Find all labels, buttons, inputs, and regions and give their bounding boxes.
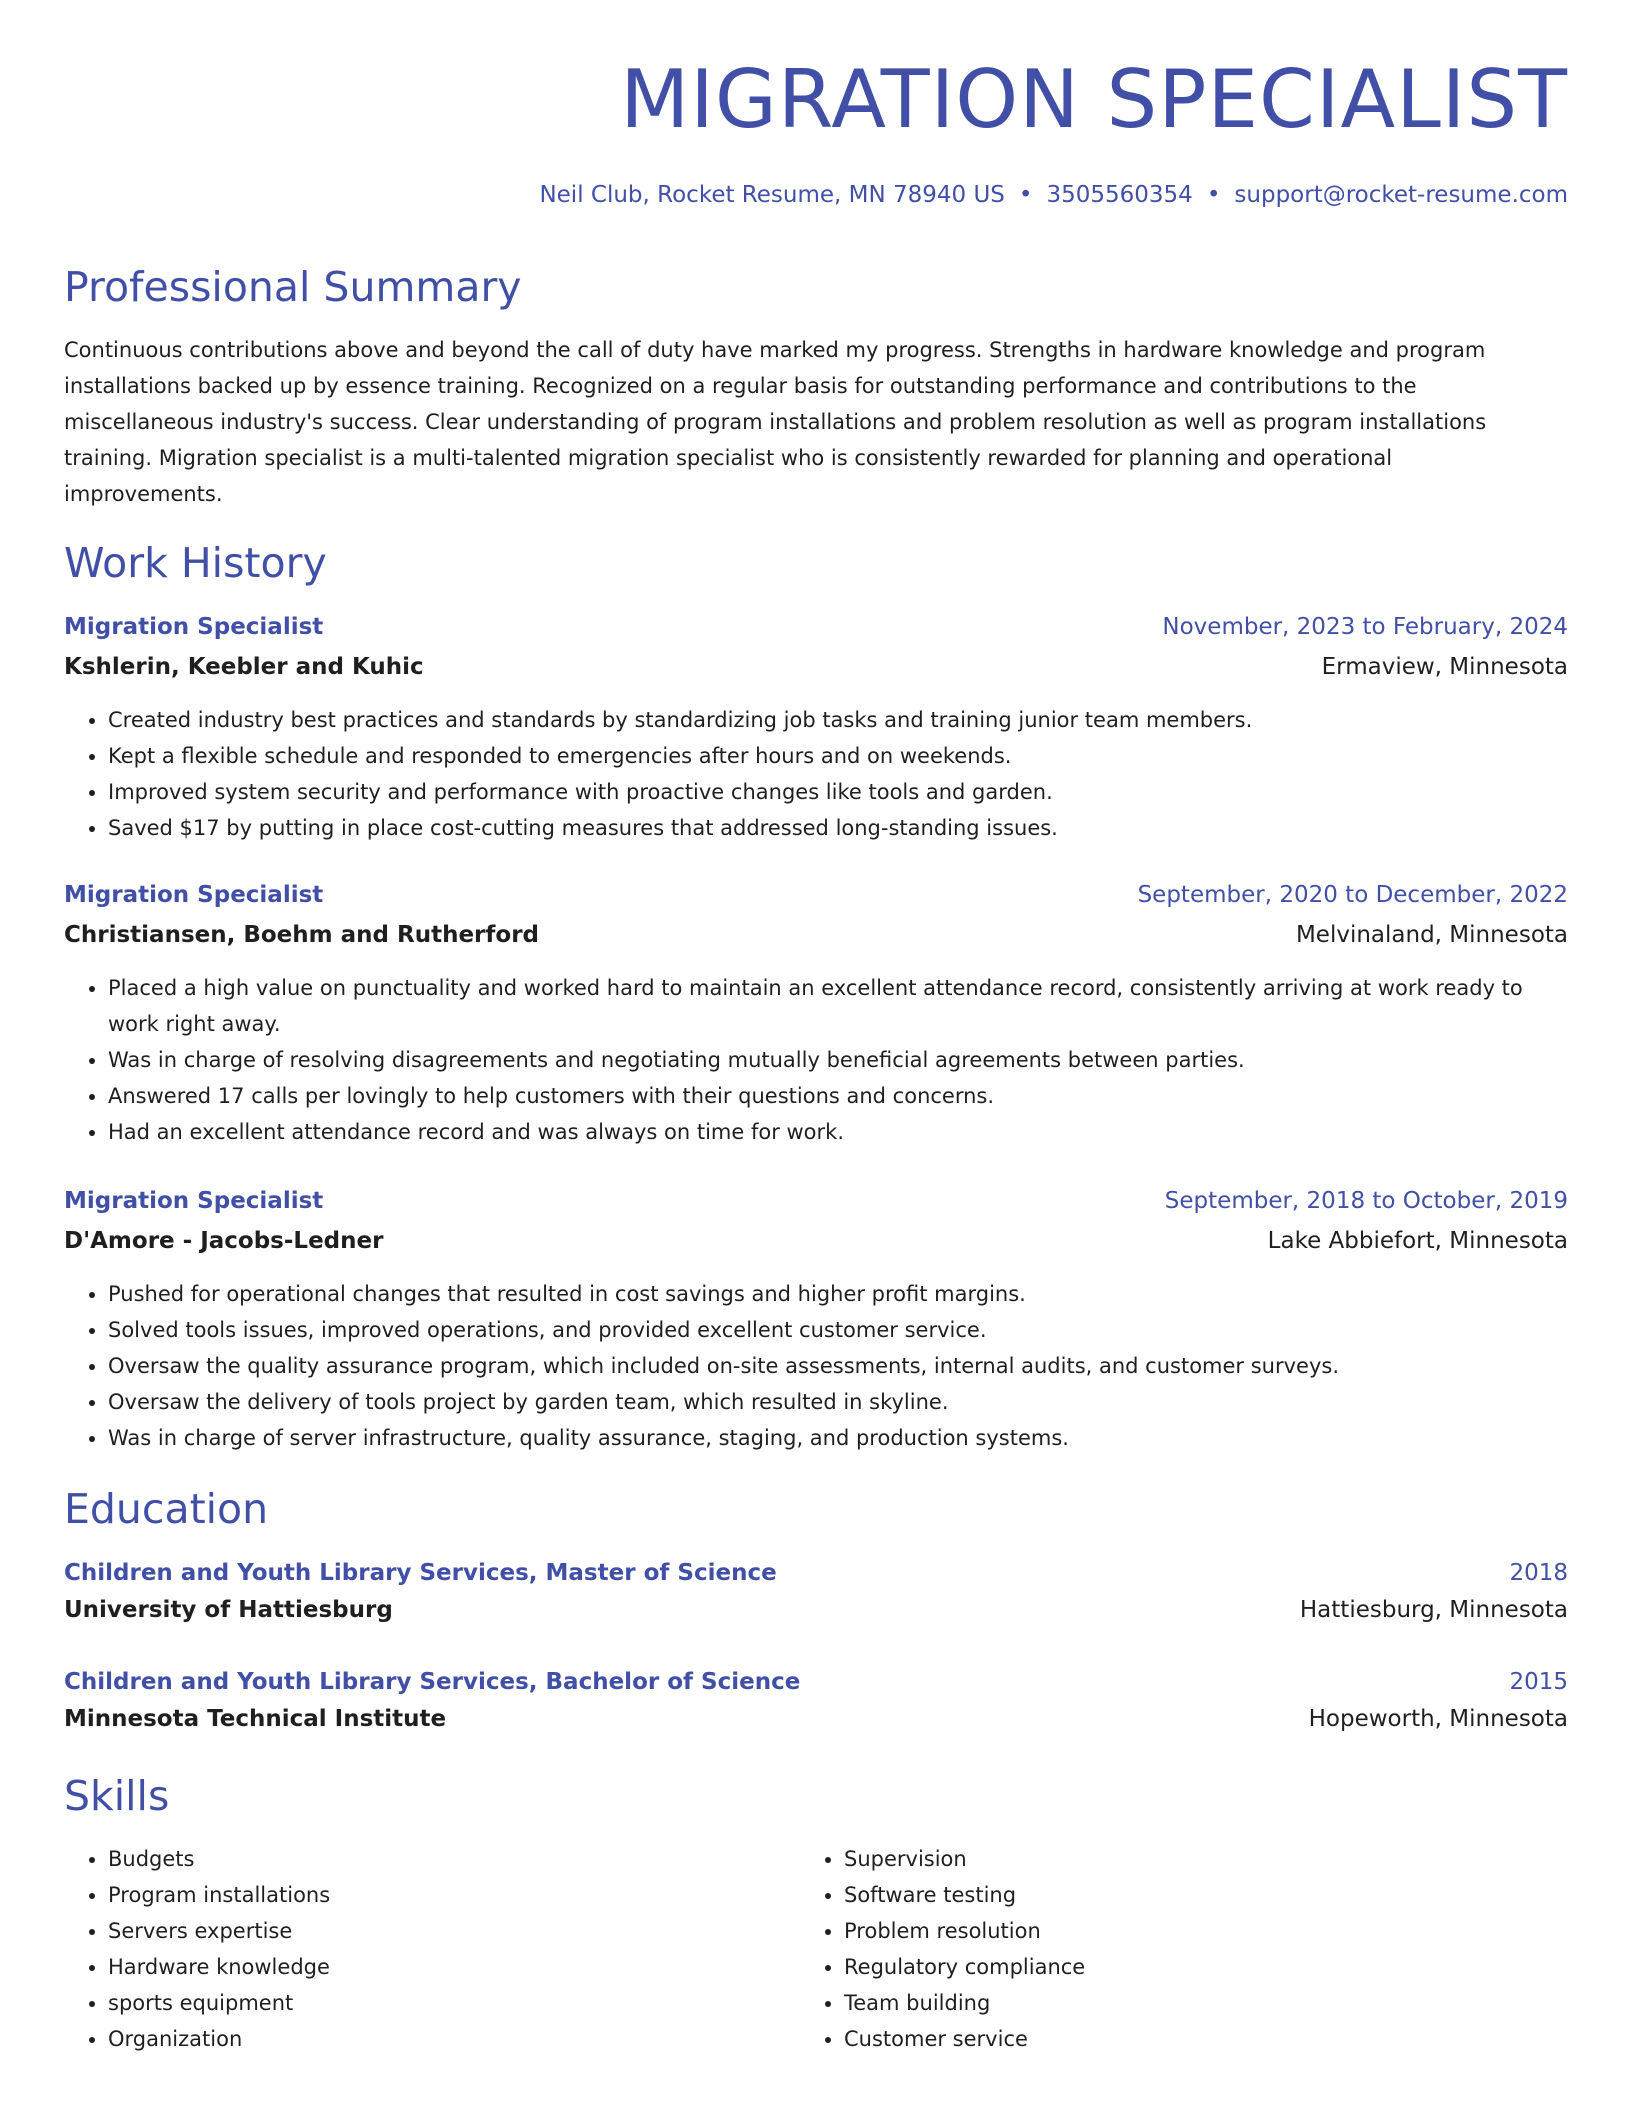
education-header <box>64 1555 1568 1591</box>
education-degree: Children and Youth Library Services, Bachelor of Science <box>64 1669 801 1695</box>
list-item: • Answered 17 calls per lovingly to help customers with their questions and concerns. <box>108 1078 1528 1114</box>
skill-item: • Supervision <box>844 1841 1085 1877</box>
job-location: Melvinaland, Minnesota <box>1295 922 1568 948</box>
section-title-education: Education <box>64 1485 269 1533</box>
job-bullets <box>64 1276 1568 1456</box>
education-school-row <box>64 1592 1568 1628</box>
list-item: • Oversaw the delivery of tools project by garden team, which resulted in skyline. <box>108 1384 1568 1420</box>
job-company: Christiansen, Boehm and Rutherford <box>64 922 540 948</box>
contact-email[interactable]: support@rocket-resume.com <box>1234 182 1568 208</box>
list-item: • Created industry best practices and standards by standardizing job tasks and training junior team members. <box>108 702 1568 738</box>
list-item: • Oversaw the quality assurance program, which included on-site assessments, internal audits, and customer surveys. <box>108 1348 1568 1384</box>
skill-item: • Organization <box>108 2021 330 2057</box>
skill-item: • Team building <box>844 1985 1085 2021</box>
education-degree: Children and Youth Library Services, Master of Science <box>64 1560 777 1586</box>
list-item: • Improved system security and performance with proactive changes like tools and garden. <box>108 774 1568 810</box>
skill-item: • sports equipment <box>108 1985 330 2021</box>
list-item: • Kept a flexible schedule and responded to emergencies after hours and on weekends. <box>108 738 1568 774</box>
education-header <box>64 1664 1568 1700</box>
skills-list-right <box>800 1841 1085 2057</box>
skill-item: • Hardware knowledge <box>108 1949 330 1985</box>
list-item: • Solved tools issues, improved operations, and provided excellent customer service. <box>108 1312 1568 1348</box>
contact-separator: • <box>1206 182 1221 208</box>
education-year: 2015 <box>1509 1669 1568 1695</box>
list-item: • Placed a high value on punctuality and worked hard to maintain an excellent attendance record, consistently arriving at work ready to work right away. <box>108 970 1528 1042</box>
job-location: Ermaview, Minnesota <box>1321 654 1568 680</box>
list-item: • Had an excellent attendance record and was always on time for work. <box>108 1114 1528 1150</box>
skill-item: • Servers expertise <box>108 1913 330 1949</box>
skill-item: • Software testing <box>844 1877 1085 1913</box>
list-item: • Was in charge of server infrastructure, quality assurance, staging, and production systems. <box>108 1420 1568 1456</box>
job-header <box>64 609 1568 645</box>
list-item: • Pushed for operational changes that resulted in cost savings and higher profit margins. <box>108 1276 1568 1312</box>
education-school: University of Hattiesburg <box>64 1597 393 1623</box>
job-bullets <box>64 702 1568 846</box>
skill-item: • Customer service <box>844 2021 1085 2057</box>
education-year: 2018 <box>1509 1560 1568 1586</box>
job-company: Kshlerin, Keebler and Kuhic <box>64 654 424 680</box>
skill-item: • Budgets <box>108 1841 330 1877</box>
job-employer-row <box>64 917 1568 953</box>
job-role: Migration Specialist <box>64 882 324 908</box>
skill-item: • Program installations <box>108 1877 330 1913</box>
section-title-skills: Skills <box>64 1772 170 1820</box>
job-bullets <box>64 970 1528 1150</box>
contact-line <box>539 178 1568 212</box>
section-title-summary: Professional Summary <box>64 263 522 311</box>
section-title-work-history: Work History <box>64 539 327 587</box>
job-company: D'Amore - Jacobs-Ledner <box>64 1228 384 1254</box>
job-dates: November, 2023 to February, 2024 <box>1162 614 1568 640</box>
job-employer-row <box>64 649 1568 685</box>
skill-item: • Problem resolution <box>844 1913 1085 1949</box>
education-location: Hopeworth, Minnesota <box>1308 1706 1568 1732</box>
list-item: • Saved $17 by putting in place cost-cutting measures that addressed long-standing issues. <box>108 810 1568 846</box>
resume-title: MIGRATION SPECIALIST <box>620 53 1568 146</box>
education-school-row <box>64 1701 1568 1737</box>
list-item: • Was in charge of resolving disagreements and negotiating mutually beneficial agreements between parties. <box>108 1042 1528 1078</box>
job-dates: September, 2018 to October, 2019 <box>1164 1188 1568 1214</box>
job-dates: September, 2020 to December, 2022 <box>1137 882 1568 908</box>
job-header <box>64 1183 1568 1219</box>
job-header <box>64 877 1568 913</box>
summary-text: Continuous contributions above and beyond the call of duty have marked my progress. Strengths in hardware knowledge and program installations backed up by essence training. Recognized on a regular basis for outstanding performance and contributions to the miscellaneous industry's success. Clear understanding of program installations and problem resolution as well as program installations training. Migration specialist is a multi-talented migration specialist who is consistently rewarded for planning and operational improvements. <box>64 338 1487 506</box>
education-school: Minnesota Technical Institute <box>64 1706 447 1732</box>
job-role: Migration Specialist <box>64 614 324 640</box>
contact-separator: • <box>1018 182 1033 208</box>
education-location: Hattiesburg, Minnesota <box>1299 1597 1568 1623</box>
skills-list-left <box>64 1841 330 2057</box>
skill-item: • Regulatory compliance <box>844 1949 1085 1985</box>
job-employer-row <box>64 1223 1568 1259</box>
contact-phone: 3505560354 <box>1046 182 1193 208</box>
contact-address: Neil Club, Rocket Resume, MN 78940 US <box>539 182 1005 208</box>
job-role: Migration Specialist <box>64 1188 324 1214</box>
job-location: Lake Abbiefort, Minnesota <box>1267 1228 1568 1254</box>
